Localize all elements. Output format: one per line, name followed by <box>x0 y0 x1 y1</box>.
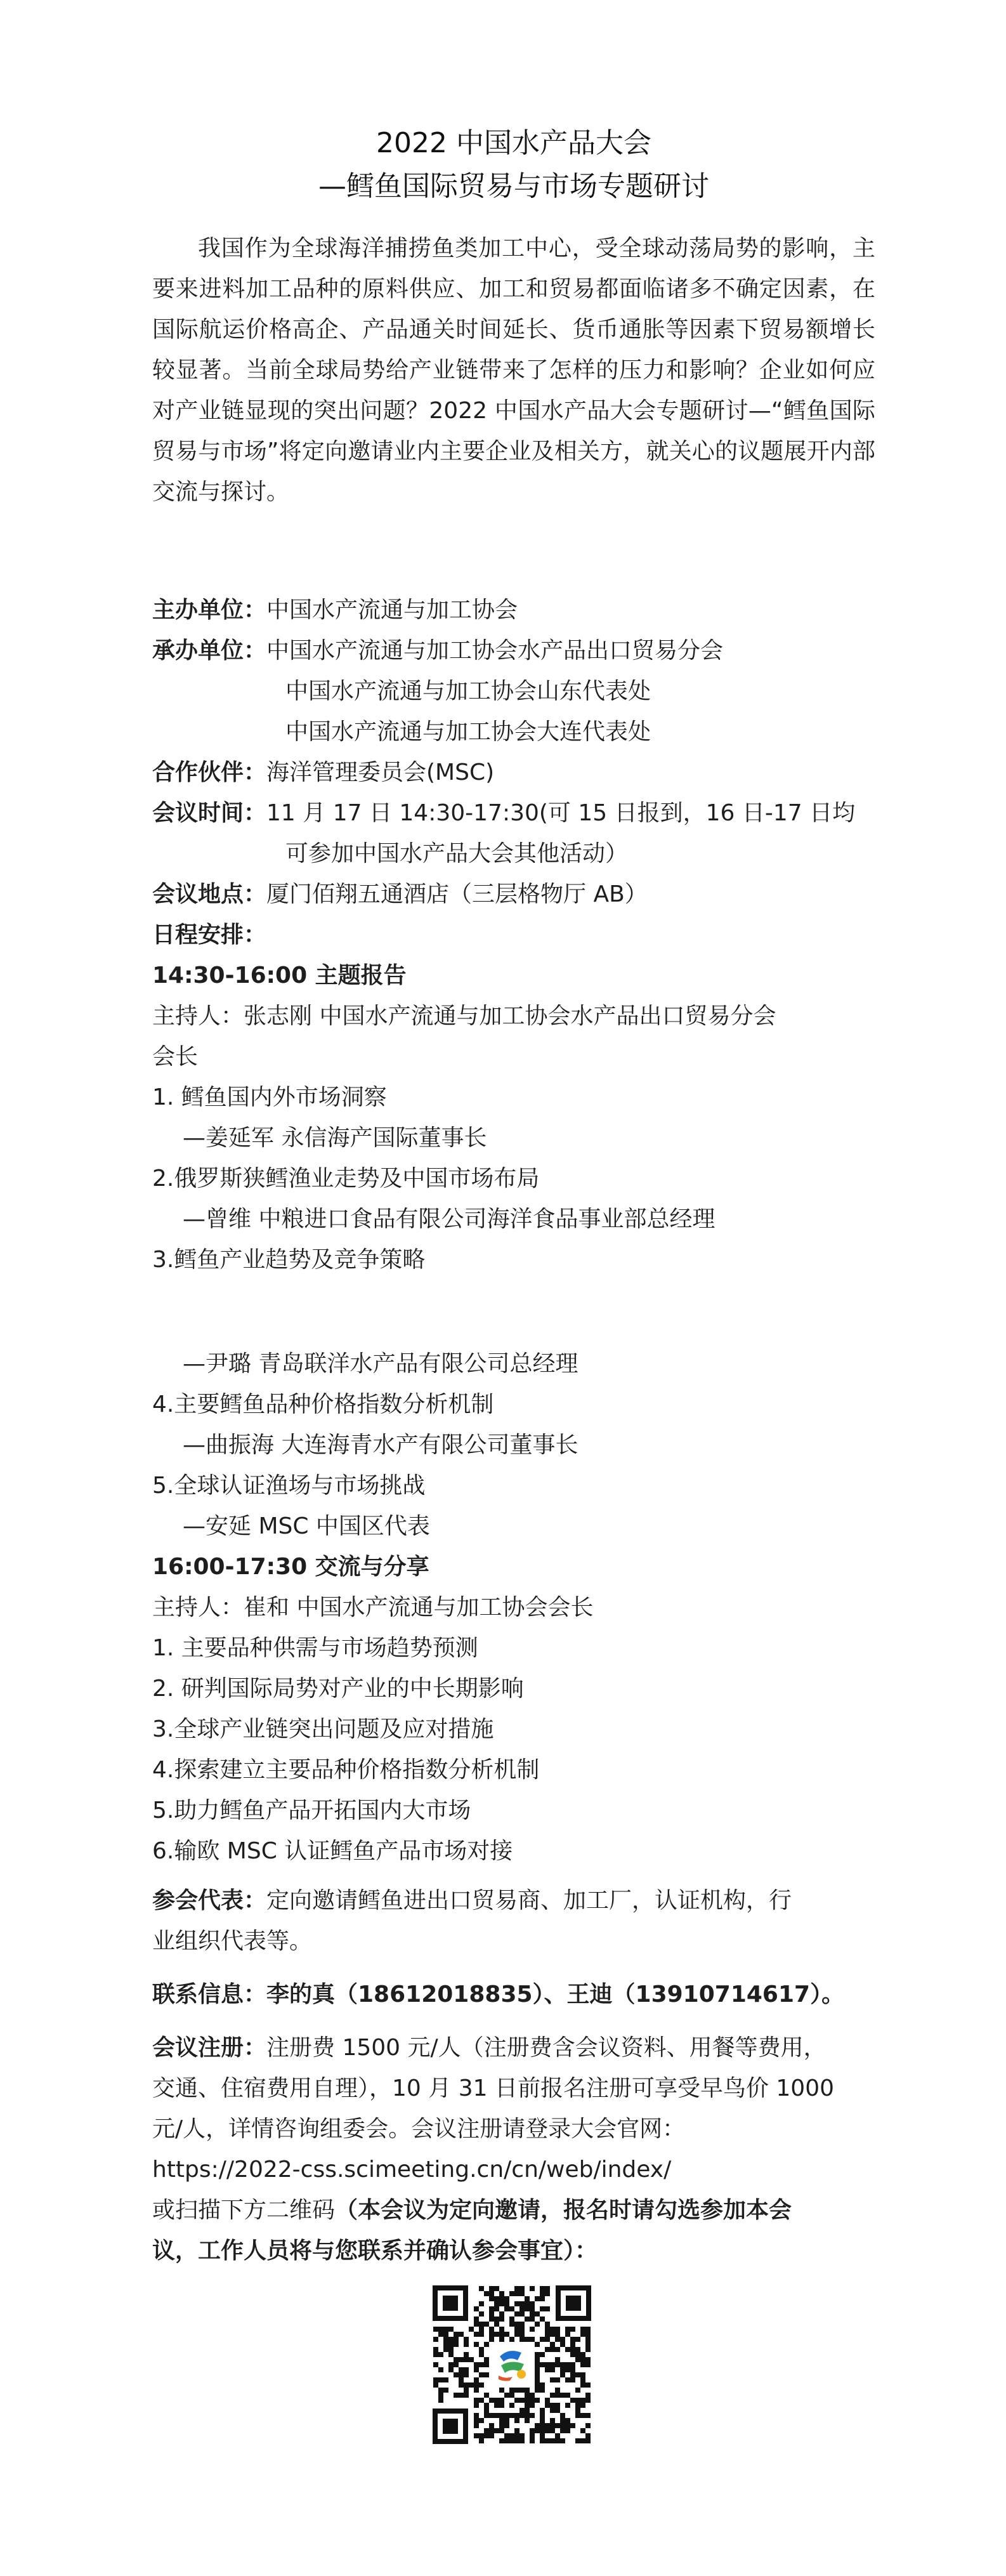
qr-finder-top-right <box>556 2285 591 2321</box>
topic-5: 5.助力鳕鱼产品开拓国内大市场 <box>152 1797 471 1824</box>
talk-4-title: 4.主要鳕鱼品种价格指数分析机制 <box>152 1391 494 1417</box>
topic-1: 1. 主要品种供需与市场趋势预测 <box>152 1635 478 1661</box>
contact-info: 联系信息：李的真（18612018835）、王迪（13910714617）。 <box>152 1981 845 2008</box>
attendees-label: 参会代表： <box>152 1888 267 1914</box>
host-value: 中国水产流通与加工协会 <box>266 597 518 623</box>
partner-value: 海洋管理委员会(MSC) <box>266 759 495 785</box>
qr-finder-top-left <box>433 2285 468 2321</box>
talk-1-speaker: —姜延军 永信海产国际董事长 <box>183 1125 487 1151</box>
qr-instruction-note: （本会议为定向邀请，报名时请勾选参加本会 <box>335 2197 792 2223</box>
registration-row <box>152 2033 826 2063</box>
attendees-row <box>152 1886 792 1916</box>
registration-label: 会议注册： <box>152 2035 267 2061</box>
talk-4-speaker: —曲振海 大连海青水产有限公司董事长 <box>183 1432 578 1458</box>
time-value-cont: 可参加中国水产品大会其他活动） <box>285 841 629 867</box>
qr-code-icon <box>429 2282 595 2448</box>
partner-label: 合作伙伴： <box>152 759 267 785</box>
session1-host-cont: 会长 <box>152 1044 199 1070</box>
talk-3-title: 3.鳕鱼产业趋势及竞争策略 <box>152 1247 426 1273</box>
session2-heading: 16:00-17:30 交流与分享 <box>152 1554 429 1580</box>
topic-2: 2. 研判国际局势对产业的中长期影响 <box>152 1676 524 1702</box>
venue-label: 会议地点： <box>152 881 267 907</box>
registration-url[interactable]: https://2022-css.scimeeting.cn/cn/web/index/ <box>152 2157 672 2183</box>
venue-value: 厦门佰翔五通酒店（三层格物厅 AB） <box>266 881 648 907</box>
talk-1-title: 1. 鳕鱼国内外市场洞察 <box>152 1084 387 1110</box>
registration-value: 注册费 1500 元/人（注册费含会议资料、用餐等费用， <box>266 2035 826 2061</box>
qr-finder-bottom-left <box>433 2408 468 2444</box>
page-subtitle: —鳕鱼国际贸易与市场专题研讨 <box>318 170 709 202</box>
host-row <box>152 595 518 626</box>
time-label: 会议时间： <box>152 800 267 826</box>
partner-row <box>152 758 494 788</box>
talk-2-title: 2.俄罗斯狭鳕渔业走势及中国市场布局 <box>152 1166 540 1192</box>
talk-3-speaker: —尹璐 青岛联洋水产品有限公司总经理 <box>183 1351 578 1377</box>
talk-5-title: 5.全球认证渔场与市场挑战 <box>152 1473 426 1499</box>
qr-instruction-cont: 议，工作人员将与您联系并确认参会事宜）： <box>152 2238 598 2264</box>
host-label: 主办单位： <box>152 597 267 623</box>
talk-2-speaker: —曾维 中粮进口食品有限公司海洋食品事业部总经理 <box>183 1206 715 1232</box>
topic-4: 4.探索建立主要品种价格指数分析机制 <box>152 1757 540 1783</box>
qr-instruction-prefix: 或扫描下方二维码 <box>152 2197 336 2223</box>
talk-5-speaker: —安延 MSC 中国区代表 <box>183 1513 430 1539</box>
time-value: 11 月 17 日 14:30-17:30(可 15 日报到，16 日-17 日均 <box>266 800 856 826</box>
qr-code[interactable] <box>429 2282 595 2448</box>
topic-3: 3.全球产业链突出问题及应对措施 <box>152 1716 494 1742</box>
co-organizer-2: 中国水产流通与加工协会山东代表处 <box>285 678 651 704</box>
session1-host: 主持人：张志刚 中国水产流通与加工协会水产品出口贸易分会 <box>152 1003 776 1029</box>
registration-line2: 交通、住宿费用自理），10 月 31 日前报名注册可享受早鸟价 1000 <box>152 2075 835 2101</box>
registration-line3: 元/人，详情咨询组委会。会议注册请登录大会官网： <box>152 2116 686 2142</box>
co-organizer-row <box>152 636 723 666</box>
co-organizer-1: 中国水产流通与加工协会水产品出口贸易分会 <box>266 638 724 664</box>
page-title: 2022 中国水产品大会 <box>376 127 651 159</box>
attendees-value: 定向邀请鳕鱼进出口贸易商、加工厂，认证机构，行 <box>266 1888 792 1914</box>
conference-logo-icon <box>493 2346 531 2384</box>
intro-text: 我国作为全球海洋捕捞鱼类加工中心，受全球动荡局势的影响，主要来进料加工品种的原料供应、加工和贸易都面临诸多不确定因素，在国际航运价格高企、产品通关时间延长、货币通胀等因素下贸易额增长较显著。当前全球局势给产业链带来了怎样的压力和影响？企业如何应对产业链显现的突出问题？2022 中国水产品大会专题研讨—“鳕鱼国际贸易与市场”将定向邀请业内主要企业及相关方，就关心的议题展开内部交流与探讨。 <box>152 235 875 505</box>
session1-heading: 14:30-16:00 主题报告 <box>152 963 407 989</box>
attendees-value-cont: 业组织代表等。 <box>152 1928 313 1954</box>
qr-instruction <box>152 2195 792 2226</box>
co-organizer-label: 承办单位： <box>152 638 267 664</box>
topic-6: 6.输欧 MSC 认证鳕鱼产品市场对接 <box>152 1838 513 1864</box>
intro-paragraph <box>152 228 875 513</box>
venue-row <box>152 879 648 910</box>
session2-host: 主持人：崔和 中国水产流通与加工协会会长 <box>152 1594 594 1620</box>
co-organizer-3: 中国水产流通与加工协会大连代表处 <box>285 719 651 745</box>
time-row <box>152 798 855 829</box>
schedule-label: 日程安排： <box>152 922 267 948</box>
